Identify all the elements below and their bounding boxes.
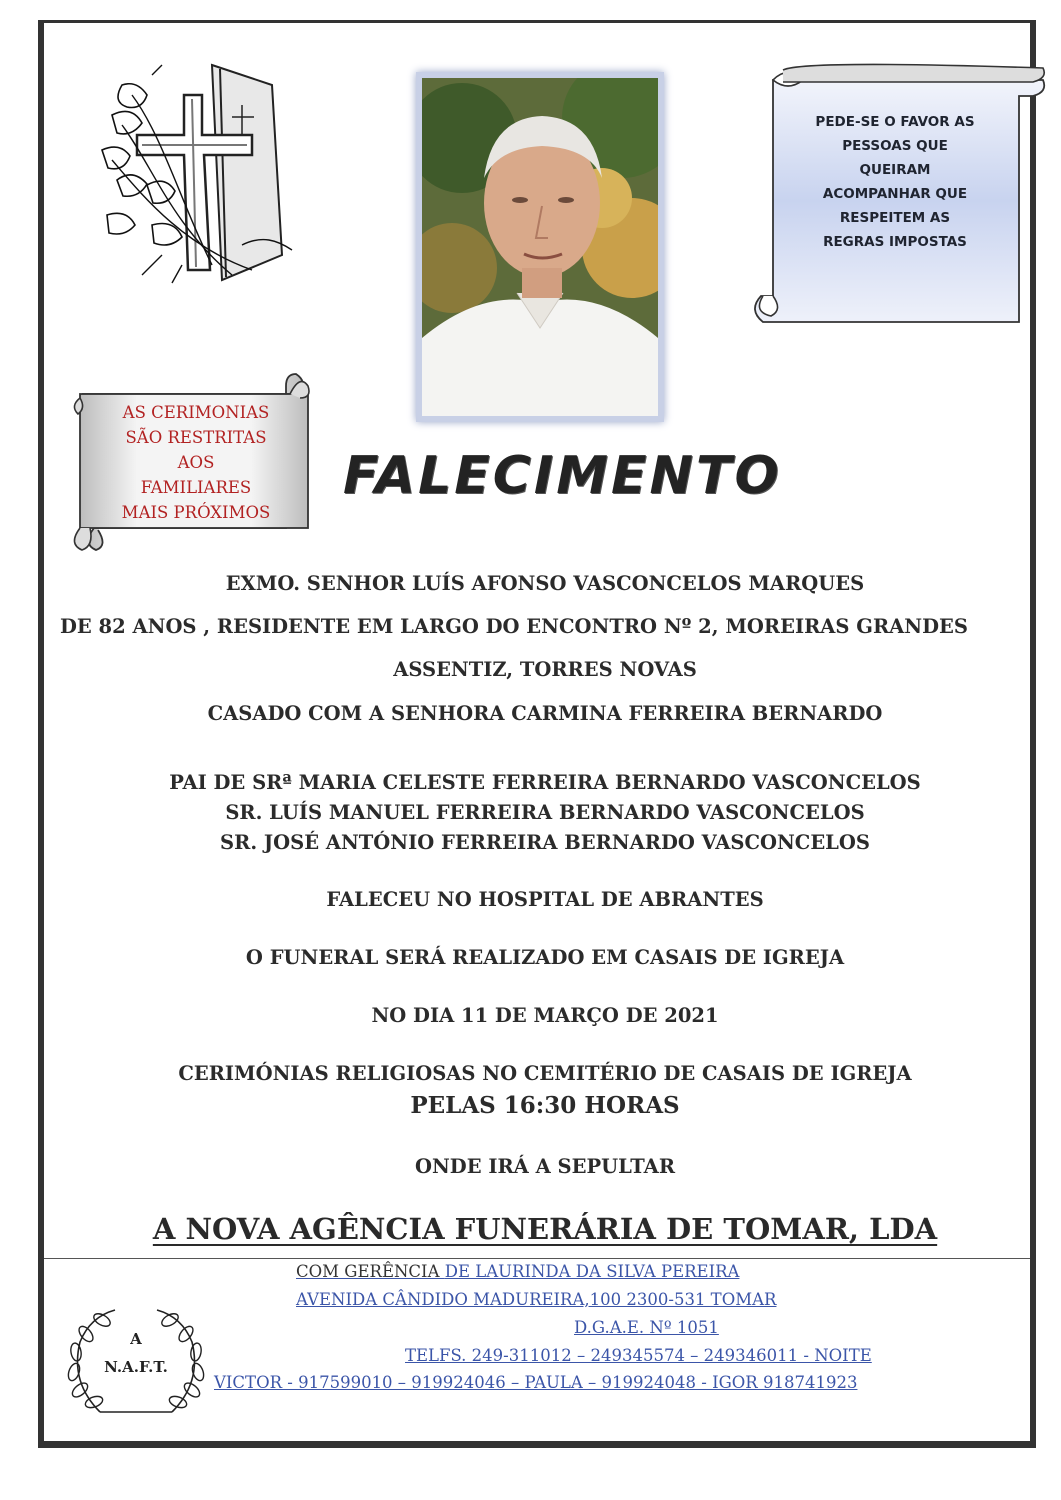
notice-left-line: SÃO RESTRITAS <box>125 428 267 447</box>
funeral-location: O FUNERAL SERÁ REALIZADO EM CASAIS DE IGREJA <box>245 946 845 969</box>
notice-left-line: AOS <box>177 453 215 472</box>
notice-scroll-right <box>743 60 1048 330</box>
locality: ASSENTIZ, TORRES NOVAS <box>393 658 697 681</box>
agency-phones[interactable]: TELFS. 249-311012 – 249345574 – 249346011 - NOITE <box>405 1346 872 1365</box>
notice-scroll-left <box>68 368 314 554</box>
burial-note: ONDE IRÁ A SEPULTAR <box>414 1155 676 1178</box>
agency-management[interactable] <box>296 1262 739 1281</box>
agency-name: A NOVA AGÊNCIA FUNERÁRIA DE TOMAR, LDA <box>152 1212 938 1246</box>
ceremony-time: PELAS 16:30 HORAS <box>410 1092 680 1119</box>
agency-mobiles[interactable]: VICTOR - 917599010 – 919924046 – PAULA – 919924048 - IGOR 918741923 <box>214 1373 858 1392</box>
notice-left-line: MAIS PRÓXIMOS <box>121 503 271 522</box>
portrait-photo <box>416 72 664 422</box>
notice-left-line: AS CERIMONIAS <box>122 403 270 422</box>
notice-left-line: FAMILIARES <box>140 478 252 497</box>
deceased-name: EXMO. SENHOR LUÍS AFONSO VASCONCELOS MARQUES <box>225 572 865 595</box>
management-name: DE LAURINDA DA SILVA PEREIRA <box>444 1262 740 1281</box>
age-residence: DE 82 ANOS , RESIDENTE EM LARGO DO ENCONTRO Nº 2, MOREIRAS GRANDES <box>60 615 968 638</box>
headline: FALECIMENTO <box>343 446 782 506</box>
place-of-death: FALECEU NO HOSPITAL DE ABRANTES <box>326 888 764 911</box>
agency-address[interactable]: AVENIDA CÂNDIDO MADUREIRA,100 2300-531 TOMAR <box>296 1290 777 1309</box>
management-prefix: COM GERÊNCIA <box>296 1262 440 1281</box>
naft-seal-icon <box>60 1302 212 1420</box>
notice-right-line: ACOMPANHAR QUE <box>822 186 968 202</box>
spouse: CASADO COM A SENHORA CARMINA FERREIRA BERNARDO <box>207 702 883 725</box>
notice-right-line: PEDE-SE O FAVOR AS <box>815 114 975 130</box>
notice-right-line: QUEIRAM <box>859 162 931 178</box>
agency-dgae[interactable]: D.G.A.E. Nº 1051 <box>574 1318 719 1337</box>
seal-text: N.A.F.T. <box>104 1358 168 1376</box>
notice-right-line: RESPEITEM AS <box>839 210 951 226</box>
notice-right-line: REGRAS IMPOSTAS <box>823 234 967 250</box>
notice-right-line: PESSOAS QUE <box>842 138 948 154</box>
cross-book-lilies-icon <box>92 55 297 287</box>
child-1: PAI DE SRª MARIA CELESTE FERREIRA BERNARDO VASCONCELOS <box>169 771 921 794</box>
child-2: SR. LUÍS MANUEL FERREIRA BERNARDO VASCONCELOS <box>225 801 865 824</box>
seal-letter: A <box>130 1330 142 1348</box>
divider <box>44 1258 1030 1259</box>
funeral-date: NO DIA 11 DE MARÇO DE 2021 <box>371 1004 719 1027</box>
child-3: SR. JOSÉ ANTÓNIO FERREIRA BERNARDO VASCONCELOS <box>220 831 870 854</box>
ceremony: CERIMÓNIAS RELIGIOSAS NO CEMITÉRIO DE CASAIS DE IGREJA <box>178 1062 912 1085</box>
